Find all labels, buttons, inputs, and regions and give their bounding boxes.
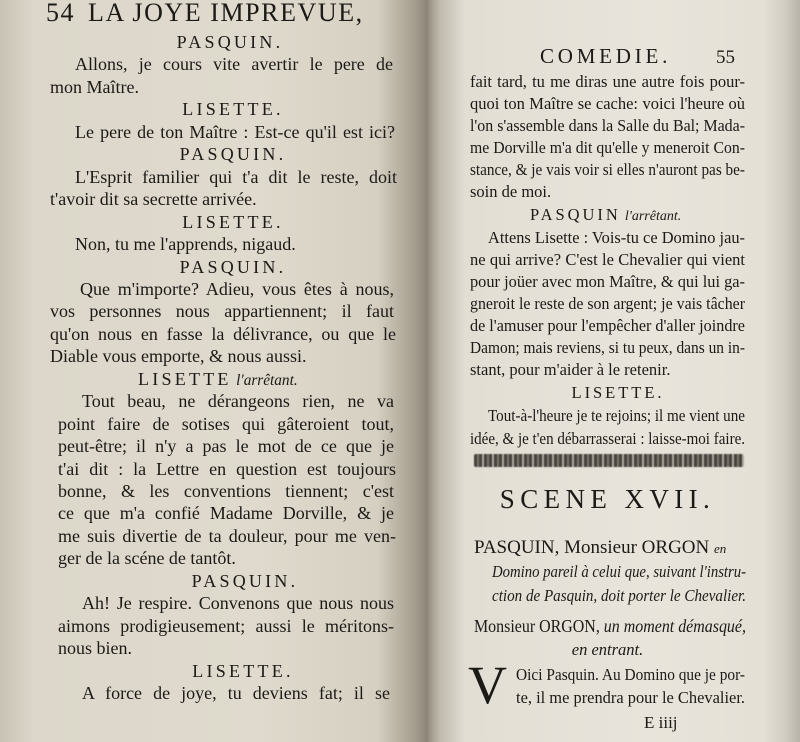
cast-names: PASQUIN, Monsieur ORGON bbox=[474, 537, 710, 558]
line-text: de l'amuser pour l'empêcher d'aller joindre bbox=[470, 316, 745, 335]
line-text: Tout beau, ne dérangeons rien, ne va bbox=[82, 391, 394, 411]
text-line bbox=[470, 274, 745, 291]
speaker-name: PASQUIN. bbox=[191, 571, 299, 591]
text-line bbox=[75, 235, 296, 253]
text-line bbox=[50, 190, 257, 208]
line-text: vos personnes nous appartiennent; il faut bbox=[50, 301, 394, 321]
scene-title: SCENE XVII. bbox=[499, 484, 716, 514]
text-line bbox=[58, 527, 396, 545]
line-text: fait tard, tu me diras une autre fois pour- bbox=[470, 72, 746, 91]
line-text: ger de la scéne de tantôt. bbox=[58, 548, 236, 568]
text-line bbox=[58, 482, 394, 500]
text-line bbox=[470, 118, 745, 135]
speaker-heading bbox=[148, 100, 318, 118]
speaker-heading bbox=[165, 572, 325, 590]
speaker-heading bbox=[568, 385, 668, 402]
running-title-right: COMEDIE. bbox=[540, 44, 672, 68]
line-text: Non, tu me l'apprends, nigaud. bbox=[75, 234, 296, 254]
cast-en: en bbox=[714, 541, 727, 556]
text-line bbox=[470, 318, 745, 335]
text-line bbox=[58, 504, 394, 522]
text-line bbox=[82, 594, 394, 612]
running-title-left: LA JOYE IMPREVUE, bbox=[88, 0, 364, 27]
line-text: idée, & je t'en débarrasserai : laisse-moi faire. bbox=[470, 429, 746, 448]
line-text: Que m'importe? Adieu, vous êtes à nous, bbox=[80, 279, 394, 299]
text-line bbox=[50, 325, 396, 343]
line-text: ce que m'a confié Madame Dorville, & je bbox=[58, 503, 394, 523]
speech-line-1: Oici Pasquin. Au Domino que je por- bbox=[516, 665, 746, 684]
speaker-name: LISETTE. bbox=[182, 99, 284, 119]
line-text: stance, & je vais voir si elles n'auront pas be- bbox=[470, 160, 745, 179]
text-line bbox=[80, 280, 394, 298]
line-text: pour joüer avec mon Maître, & qui lui ga- bbox=[470, 272, 746, 291]
text-line bbox=[82, 684, 390, 702]
text-line bbox=[75, 168, 397, 186]
speaker-line bbox=[474, 617, 746, 635]
line-text: Tout-à-l'heure je te rejoins; il me vient une bbox=[488, 406, 745, 425]
speaker-name: PASQUIN. bbox=[176, 32, 284, 52]
text-line bbox=[50, 302, 394, 320]
speaker-name: PASQUIN. bbox=[179, 257, 287, 277]
speaker-heading bbox=[138, 370, 298, 388]
page-number-left: 54 bbox=[46, 0, 76, 27]
signature-mark: E iiij bbox=[644, 713, 678, 732]
text-line bbox=[58, 639, 132, 657]
stage-direction: l'arrêtant. bbox=[624, 209, 682, 224]
line-text: mon Maître. bbox=[50, 77, 139, 97]
speaker-heading bbox=[530, 207, 681, 224]
cast-line-2: Domino pareil à celui que, suivant l'instru- bbox=[492, 562, 747, 581]
line-text: A force de joye, tu deviens fat; il se bbox=[82, 683, 390, 703]
speaker-name: LISETTE. bbox=[182, 212, 284, 232]
text-line bbox=[58, 437, 394, 455]
speaker-name: LISETTE bbox=[138, 369, 232, 389]
text-line bbox=[75, 123, 395, 141]
line-text: l'on s'assemble dans la Salle du Bal; Mada- bbox=[470, 116, 746, 135]
speaker-name: Monsieur ORGON, bbox=[474, 616, 600, 636]
line-text: peut-être; il n'y a pas le mot de ce que je bbox=[58, 436, 395, 456]
text-line bbox=[470, 431, 745, 448]
line-text: ne qui arrive? C'est le Chevalier qui vient bbox=[470, 250, 746, 269]
cast-line-1 bbox=[474, 538, 726, 557]
text-line bbox=[58, 460, 396, 478]
cast-line-3: ction de Pasquin, doit porter le Chevalier. bbox=[492, 586, 747, 605]
text-line bbox=[50, 347, 306, 365]
text-line bbox=[470, 96, 745, 113]
speaker-heading bbox=[150, 33, 310, 51]
text-line bbox=[470, 362, 670, 379]
line-text: stant, pour m'aider à le retenir. bbox=[470, 360, 671, 379]
speaker-name: PASQUIN bbox=[530, 205, 621, 224]
text-line bbox=[58, 549, 236, 567]
line-text: me suis divertie de ta douleur, pour me ven- bbox=[58, 526, 396, 546]
text-line bbox=[58, 415, 394, 433]
speaker-heading bbox=[168, 662, 318, 680]
line-text: me Dorville m'a dit qu'elle y meneroit Con- bbox=[470, 138, 745, 157]
speaker-name: LISETTE. bbox=[571, 383, 665, 402]
line-text: point faire de sotises qui gâteroient tout, bbox=[58, 414, 394, 434]
speaker-heading bbox=[148, 145, 318, 163]
stage-direction: l'arrêtant. bbox=[236, 372, 298, 389]
text-line bbox=[470, 252, 745, 269]
speaker-name: PASQUIN. bbox=[179, 144, 287, 164]
text-line bbox=[58, 617, 394, 635]
text-line bbox=[470, 184, 551, 201]
line-text: Allons, je cours vite avertir le pere de bbox=[75, 54, 394, 74]
line-text: qu'on nous en fasse la délivrance, ou que le bbox=[50, 324, 396, 344]
text-line bbox=[75, 55, 393, 73]
line-text: aimons prodigieusement; aussi le méritons- bbox=[58, 616, 394, 636]
line-text: quoi ton Maître se cache: voici l'heure où bbox=[470, 94, 746, 113]
line-text: t'ai dit : la Lettre en question est toujours bbox=[58, 459, 397, 479]
line-text: t'avoir dit sa secrette arrivée. bbox=[50, 189, 257, 209]
speaker-direction: un moment démasqué, bbox=[603, 616, 746, 636]
line-text: soin de moi. bbox=[470, 182, 552, 201]
text-line bbox=[470, 74, 745, 91]
line-text: bonne, & les conventions tiennent; c'est bbox=[58, 481, 394, 501]
line-text: gneroit le reste de son argent; je vais tâcher bbox=[470, 294, 745, 313]
drop-cap: V bbox=[468, 655, 507, 715]
speaker-name: LISETTE. bbox=[192, 661, 294, 681]
text-line bbox=[470, 296, 745, 313]
line-text: Attens Lisette : Vois-tu ce Domino jau- bbox=[488, 228, 745, 247]
speaker-direction-2: en entrant. bbox=[571, 640, 644, 659]
line-text: L'Esprit familier qui t'a dit le reste, doit bbox=[75, 167, 397, 187]
speaker-heading bbox=[148, 213, 318, 231]
speech-line-2: te, il me prendra pour le Chevalier. bbox=[516, 688, 745, 707]
text-line bbox=[470, 340, 745, 357]
line-text: Damon; mais reviens, si tu peux, dans un in- bbox=[470, 338, 746, 357]
speaker-heading bbox=[148, 258, 318, 276]
text-line bbox=[470, 140, 745, 157]
line-text: nous bien. bbox=[58, 638, 132, 658]
line-text: Ah! Je respire. Convenons que nous nous bbox=[82, 593, 395, 613]
text-line bbox=[82, 392, 394, 410]
text-line bbox=[50, 78, 139, 96]
text-line bbox=[488, 230, 745, 247]
line-text: Diable vous emporte, & nous aussi. bbox=[50, 346, 307, 366]
page-number-right: 55 bbox=[716, 47, 735, 68]
decorative-ornament-band bbox=[474, 454, 744, 467]
text-line bbox=[488, 408, 745, 425]
line-text: Le pere de ton Maître : Est-ce qu'il est ici? bbox=[75, 122, 396, 142]
text-line bbox=[470, 162, 745, 179]
